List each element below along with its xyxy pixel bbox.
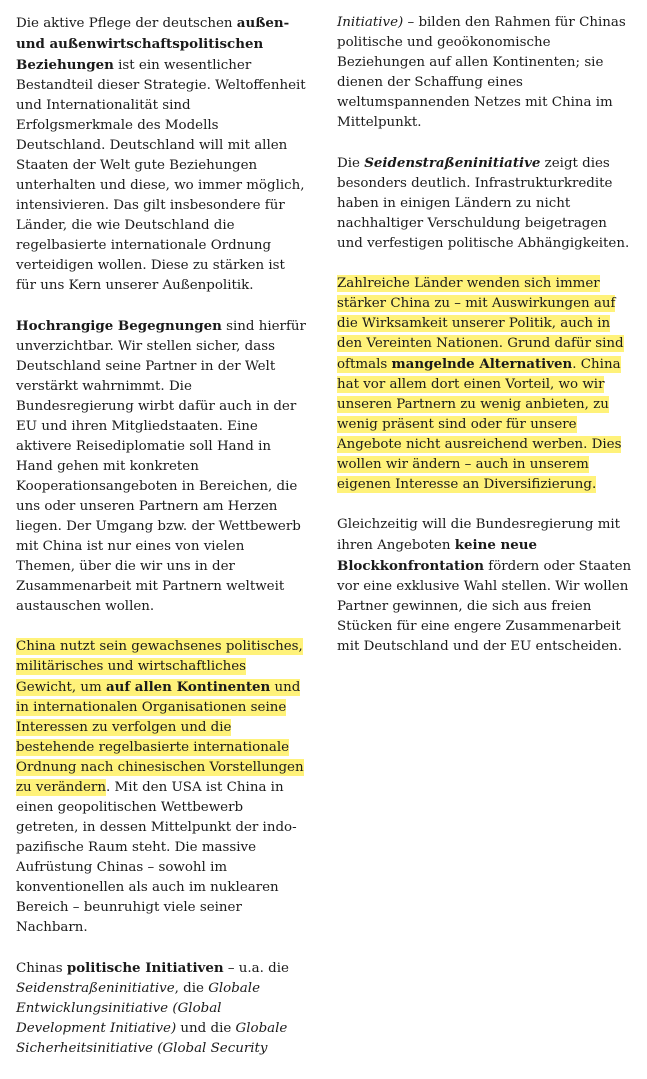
paragraph-china-influence: China nutzt sein gewachsenes politisches, militärisches und wirtschaftliches Gewicht, um auf allen Kontinenten und in internationalen Organisationen seine Interessen zu verfolgen und die bestehende regelbasierte internationale Ordnung nach chinesischen Vorstellungen zu verändern. Mit den USA ist China in einen geopolitischen Wettbewerb getreten, in dessen Mittelpunkt der indo-pazifische Raum steht. Die massive Aufrüstung Chinas – sowohl im konventionellen als auch im nuklearen Bereich – beunruhigt viele seiner Nachbarn.	[16, 639, 304, 935]
bold-term: politische Initiativen	[66, 960, 224, 976]
bold-italic-term: Seidenstraßeninitiative	[364, 155, 541, 171]
highlighted-text: Zahlreiche Länder wenden sich immer stärker China zu – mit Auswirkungen auf die Wirksamkeit unserer Politik, auch in den Vereinten Nationen. Grund dafür sind oftmals	[337, 276, 624, 372]
paragraph-foreign-relations: Die aktive Pflege der deutschen außen- und außenwirtschaftspolitischen Beziehungen ist ein wesentlicher Bestandteil dieser Strategie. Weltoffenheit und Internationalität sind Erfolgsmerkmale des Modells Deutschland. Deutschland will mit allen Staaten der Welt gute Beziehungen unterhalten und diese, wo immer möglich, intensivieren. Das gilt insbesondere für Länder, die wie Deutschland die regelbasierte internationale Ordnung verteidigen wollen. Diese zu stärken ist für uns Kern unserer Außenpolitik.	[16, 15, 306, 293]
paragraph-political-initiatives: Chinas politische Initiativen – u.a. die Seidenstraßeninitiative, die Globale Entwicklungsinitiative (Global Development Initiative) und die Globale Sicherheitsinitiative (Global Security	[16, 960, 289, 1056]
paragraph-countries-turn-to-china	[337, 274, 633, 495]
right-column	[337, 13, 633, 677]
bold-term: mangelnde Alternativen	[391, 356, 573, 372]
italic-term: Initiative)	[337, 15, 404, 30]
italic-term: Globale Sicherheitsinitiative (Global Security	[16, 1021, 288, 1056]
highlighted-text: und in internationalen Organisationen seine Interessen zu verfolgen und die bestehende regelbasierte internationale Ordnung nach chinesischen Vorstellungen zu verändern	[16, 680, 304, 795]
italic-term: Seidenstraßeninitiative	[16, 981, 175, 996]
paragraph-initiatives-continued: Initiative) – bilden den Rahmen für Chinas politische und geoökonomische Beziehungen auf allen Kontinenten; sie dienen der Schaffung eines weltumspannenden Netzes mit China im Mittelpunkt.	[337, 15, 626, 130]
bold-term: keine neue Blockkonfrontation	[337, 537, 538, 574]
left-column	[16, 13, 306, 1079]
bold-term: Hochrangige Begegnungen	[16, 318, 222, 334]
bold-term: auf allen Kontinenten	[105, 679, 271, 695]
highlighted-text: China nutzt sein gewachsenes politisches, militärisches und wirtschaftliches Gewicht, um	[16, 639, 303, 695]
highlighted-text	[106, 679, 270, 696]
highlighted-text	[392, 356, 573, 373]
highlighted-text: . China hat vor allem dort einen Vorteil, wo wir unseren Partnern zu wenig anbieten, zu wenig präsent sind oder für unsere Angebote nicht ausreichend werben. Dies wollen wir ändern – auch in unserem eigenen Interesse an Diversifizierung.	[337, 357, 622, 492]
paragraph-no-block-confrontation: Gleichzeitig will die Bundesregierung mit ihren Angeboten keine neue Blockkonfrontation fördern oder Staaten vor eine exklusive Wahl stellen. Wir wollen Partner gewinnen, die sich aus freien Stücken für eine engere Zusammenarbeit mit Deutschland und der EU entscheiden.	[337, 517, 632, 654]
paragraph-silk-road: Die Seidenstraßeninitiative zeigt dies besonders deutlich. Infrastrukturkredite haben in einigen Ländern zu nicht nachhaltiger Verschuldung beigetragen und verfestigen politische Abhängigkeiten.	[337, 155, 630, 251]
italic-term: Globale Entwicklungsinitiative (Global Development Initiative)	[16, 981, 260, 1036]
paragraph-high-level-meetings: Hochrangige Begegnungen sind hierfür unverzichtbar. Wir stellen sicher, dass Deutschland seine Partner in der Welt verstärkt wahrnimmt. Die Bundesregierung wirbt dafür auch in der EU und ihren Mitgliedstaaten. Eine aktivere Reisediplomatie soll Hand in Hand gehen mit konkreten Kooperationsangeboten in Bereichen, die uns oder unseren Partnern am Herzen liegen. Der Umgang bzw. der Wettbewerb mit China ist nur eines von vielen Themen, über die wir uns in der Zusammenarbeit mit Partnern weltweit austauschen wollen.	[16, 318, 306, 614]
bold-term: außen- und außenwirtschaftspolitischen Beziehungen	[16, 15, 290, 73]
